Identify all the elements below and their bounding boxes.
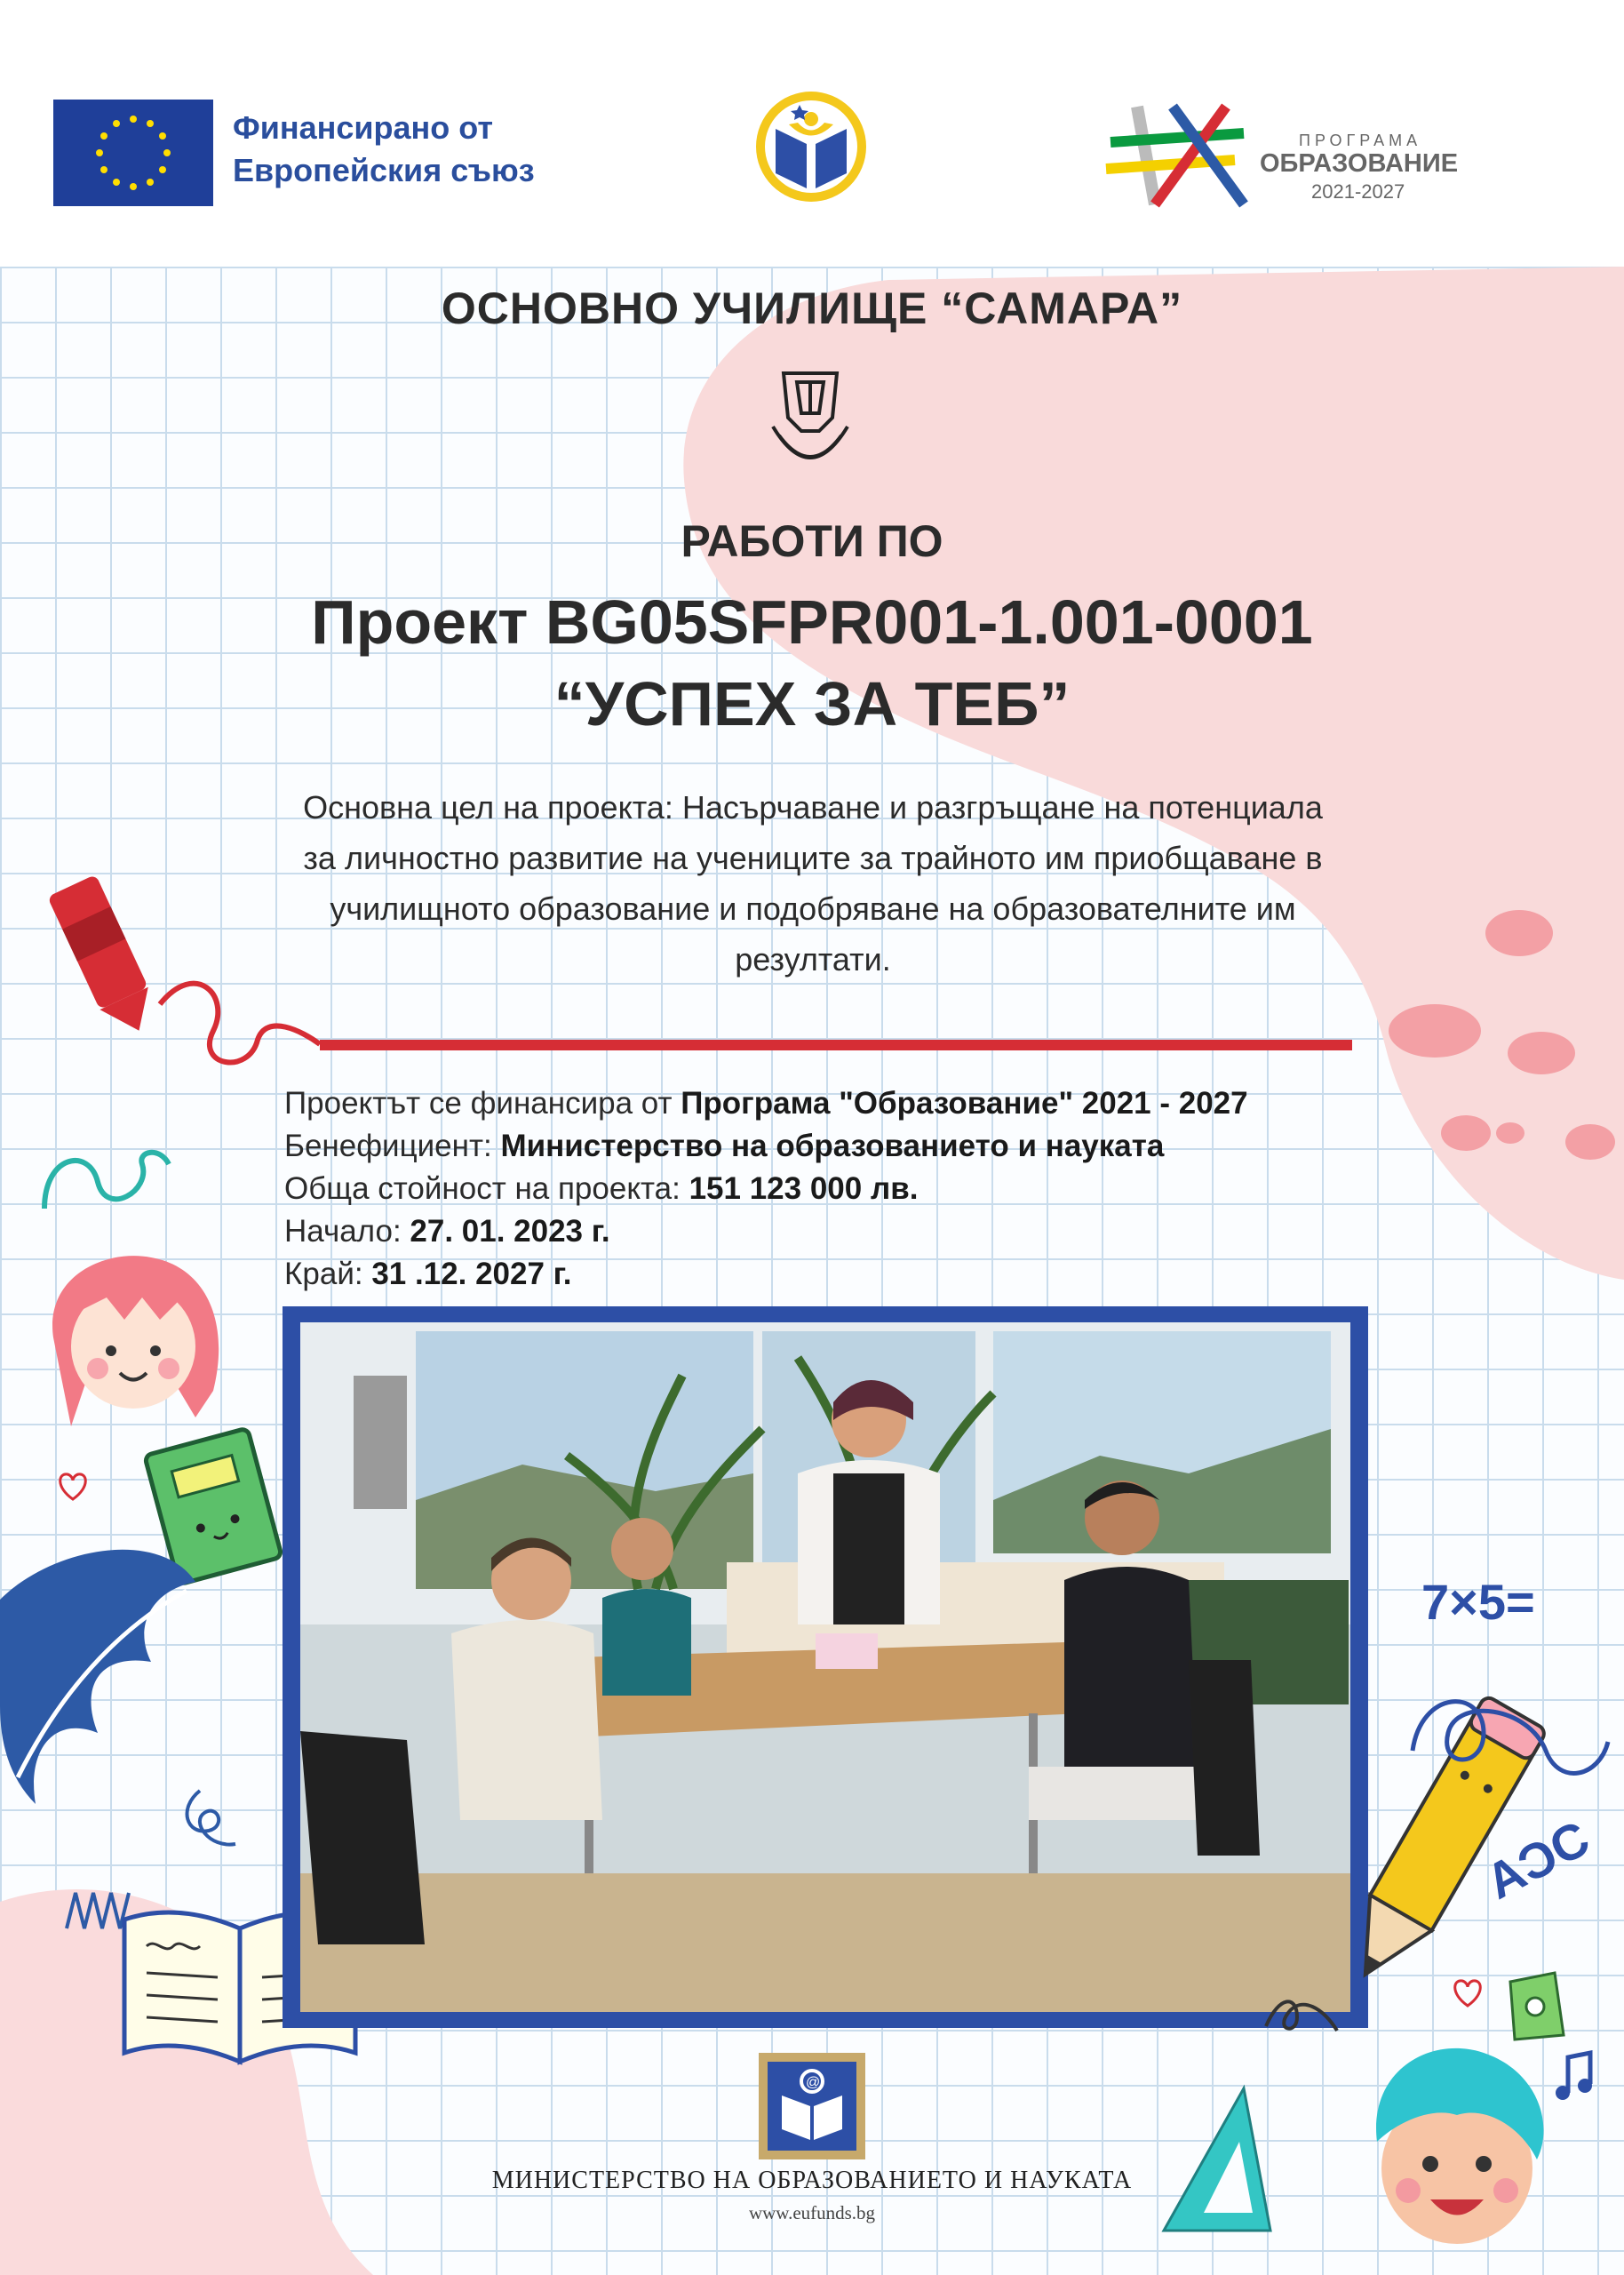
info-start-label: Начало: [284, 1214, 410, 1249]
info-total [284, 1171, 918, 1207]
boy-character-icon [1350, 2035, 1564, 2275]
info-beneficiary [284, 1129, 1164, 1164]
project-goal: Основна цел на проекта: Насърчаване и разгръщане на потенциала за личностно развитие на учениците за трайното им приобщаване в училищното образование и подобряване на образователните им резултати. [303, 789, 1323, 978]
pink-spot [1389, 1004, 1481, 1058]
heart-icon [55, 1471, 91, 1503]
girl-character-icon [36, 1240, 240, 1435]
info-total-label: Обща стойност на проекта: [284, 1171, 689, 1206]
works-on-heading: РАБОТИ ПО [681, 516, 943, 566]
pink-spot [1485, 910, 1553, 956]
project-code: Проект BG05SFPR001-1.001-0001 [311, 587, 1313, 657]
info-beneficiary-label: Бенефициент: [284, 1129, 501, 1163]
pink-spot [1441, 1115, 1491, 1151]
school-emblem-icon [766, 364, 855, 484]
divider-red-line [320, 1040, 1352, 1050]
program-label-small: ПРОГРАМА [1299, 132, 1422, 149]
info-total-value: 151 123 000 лв. [689, 1171, 919, 1206]
ministry-logo-icon [757, 2051, 867, 2161]
svg-text:@: @ [806, 2075, 821, 2090]
school-title: ОСНОВНО УЧИЛИЩЕ “САМАРА” [441, 283, 1183, 333]
info-end-label: Край: [284, 1257, 372, 1291]
classroom-photo-illustration [300, 1322, 1350, 2012]
heart-right-icon [1450, 1977, 1485, 2009]
info-end [284, 1257, 571, 1292]
program-label-main: ОБРАЗОВАНИЕ [1260, 149, 1459, 178]
crayon-icon [36, 862, 329, 1093]
info-start [284, 1214, 610, 1249]
eu-line-2: Европейския съюз [233, 152, 535, 188]
pink-spot [1565, 1124, 1615, 1160]
program-years: 2021-2027 [1311, 180, 1405, 203]
info-beneficiary-value: Министерство на образованието и науката [500, 1129, 1165, 1163]
eu-funding-text [233, 107, 535, 192]
blue-leaf-icon [0, 1529, 204, 1822]
program-education-logo-icon [1102, 98, 1253, 209]
math-doodle: 7×5= [1421, 1574, 1535, 1630]
info-end-value: 31 .12. 2027 г. [371, 1257, 572, 1291]
swirl-right-icon [1404, 1680, 1617, 1822]
swirl-icon [36, 1138, 178, 1226]
ministry-name: МИНИСТЕРСТВО НА ОБРАЗОВАНИЕТО И НАУКАТА [491, 2167, 1133, 2194]
eufunds-url: www.eufunds.bg [748, 2202, 876, 2223]
education-emblem-icon [753, 89, 869, 204]
abc-doodle: AƆC [1477, 1809, 1599, 1910]
pink-spot [1496, 1122, 1524, 1144]
black-squiggle-icon [1262, 1991, 1341, 2044]
info-start-value: 27. 01. 2023 г. [410, 1214, 610, 1249]
eu-line-1: Финансирано от [233, 109, 493, 146]
classroom-photo [300, 1322, 1350, 2012]
info-financed [284, 1086, 1248, 1122]
project-name: “УСПЕХ ЗА ТЕБ” [553, 669, 1071, 738]
eu-flag-icon [53, 100, 213, 206]
squiggle-icon [173, 1782, 253, 1853]
sharpener-icon [1501, 1964, 1572, 2044]
info-financed-label: Проектът се финансира от [284, 1086, 681, 1121]
pink-spot [1508, 1032, 1575, 1074]
info-financed-value: Програма "Образование" 2021 - 2027 [681, 1086, 1248, 1121]
